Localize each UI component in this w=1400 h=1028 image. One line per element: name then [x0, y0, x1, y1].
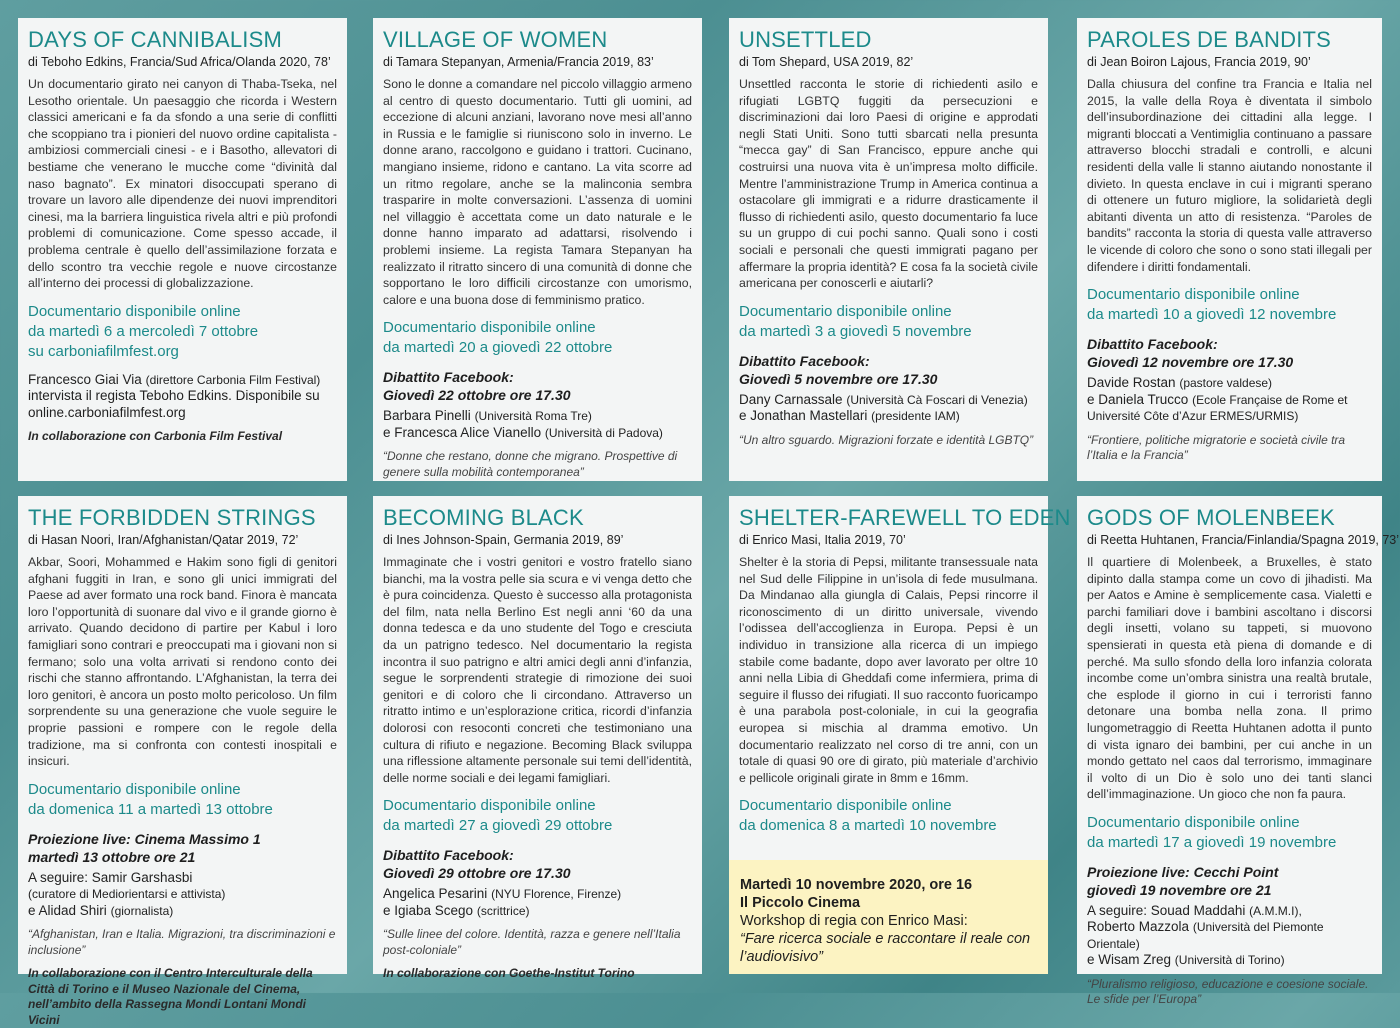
- film-synopsis: Akbar, Soori, Mohammed e Hakim sono figli di genitori afghani fuggiti in Iran, e sono gli unici immigrati del Paese ad aver formato una rock band. Finora è mancata loro l’opportunità di suonare dal vivo e il grande giorno è arrivato. Quando decidono di partire per Kabul i loro famigliari sono contrari e preoccupati ma i giovani non si fermano; solo una volta arrivati si rendono conto dei rischi che stanno affrontando. L’Afghanistan, la terra dei loro genitori, è ancora un posto molto pericoloso. Un film sorprendente su una generazione che vuole seguire le proprie passioni e rompere con le regole della tradizione, ma si confronta con contesti inospitali e insicuri.: [28, 555, 337, 769]
- collaboration-note: In collaborazione con il Centro Interculturale della Città di Torino e il Museo Nazionale del Cinema, nell’ambito della Rassegna Mondi Lontani Mondi Vicini: [28, 966, 313, 1027]
- event-heading: [739, 352, 1038, 388]
- speaker-role: (giornalista): [110, 903, 174, 918]
- speaker: [28, 372, 337, 389]
- film-credits: di Teboho Edkins, Francia/Sud Africa/Olanda 2020, 78’: [28, 55, 331, 69]
- availability-line: da martedì 3 a giovedì 5 novembre: [739, 322, 972, 340]
- speaker-name: e Wisam Zreg: [1087, 952, 1172, 968]
- speaker-name: e Francesca Alice Vianello: [383, 424, 542, 440]
- speaker-name: A seguire: Samir Garshasbi: [28, 869, 193, 885]
- availability-line: su carboniafilmfest.org: [28, 342, 179, 360]
- film-synopsis: Sono le donne a comandare nel piccolo villaggio armeno al centro di questo documentario. Tutti gli uomini, ad eccezione di alcuni anziani, lavorano nove mesi all’anno in Russia e le famiglie si riuniscono solo in inverno. Le donne arano, raccolgono e guidano i trattori. Cucinano, mangiano insieme, ridono e cantano. La vita scorre ad un ritmo regolare, anche se la malinconia sembra trasparire in molte conversazioni. L’assenza di uomini nel villaggio è accettata come un dato naturale e le donne hanno imparato ad adattarsi, risolvendo i problemi insieme. La regista Tamara Stepanyan ha realizzato il ritratto sincero di una comunità di donne che sopportano le loro difficili circostanze con umorismo, calore e una buona dose di femminismo pratico.: [383, 77, 692, 307]
- speaker-role: (scrittrice): [476, 903, 530, 918]
- speaker-role: (NYU Florence, Firenze): [491, 887, 622, 902]
- speaker-role: (presidente IAM): [871, 409, 960, 424]
- speaker-name: Roberto Mazzola: [1087, 919, 1190, 935]
- speaker: [739, 408, 1038, 425]
- film-synopsis: Il quartiere di Molenbeek, a Bruxelles, è stato dipinto dalla stampa come un covo di jihadisti. Ma per Aatos e Amine è semplicemente casa. Vialetti e parchi familiari dove i bambini ascoltano i discorsi degli insetti, volano su tappeti, si muovono spensierati in questa età piena di domande e di perché. Ma sullo sfondo della loro infanzia colorata incombe come un’ombra sinistra una realtà brutale, che esplode il giorno in cui i terroristi fanno detonare una bomba nella zona. Il primo lungometraggio di Reetta Huhtanen adotta il punto di vista ignaro dei bambini, per cui anche in un mondo gettato nel caos dal terrorismo, immaginare il volto di un Dio è solo uno dei tanti slanci dell’immaginazione. Un gioco che non fa paura.: [1087, 555, 1372, 802]
- film-credits: di Ines Johnson-Spain, Germania 2019, 89’: [383, 533, 624, 547]
- speaker-name: Barbara Pinelli: [383, 408, 471, 424]
- speaker: [28, 388, 337, 421]
- availability-info: [1087, 285, 1372, 325]
- film-credits: di Hasan Noori, Iran/Afghanistan/Qatar 2019, 72’: [28, 533, 299, 547]
- event-heading: [383, 368, 692, 404]
- event-datetime: Giovedì 22 ottobre ore 17.30: [383, 387, 571, 404]
- event-datetime: Giovedì 29 ottobre ore 17.30: [383, 865, 571, 882]
- event-type: Dibattito Facebook:: [383, 847, 514, 864]
- film-title: UNSETTLED: [739, 27, 872, 52]
- speakers: [1087, 903, 1372, 969]
- event-heading: [1087, 335, 1372, 371]
- speaker-role: (pastore valdese): [1179, 376, 1273, 391]
- speaker: [1087, 919, 1372, 952]
- speaker-role: (curatore di Mediorientarsi e attivista): [28, 887, 226, 902]
- film-synopsis: Dalla chiusura del confine tra Francia e Italia nel 2015, la valle della Roya è diventata il simbolo dell’insubordinazione dei cittadini alla legge. I migranti bloccati a Ventimiglia continuano a passare attraverso blocchi stradali e controlli, e alcuni residenti della valle li stanno aiutando nonostante il divieto. In questa enclave in cui i migranti sperano di ottenere un futuro migliore, la solidarietà degli abitanti diventa un atto di resistenza. “Paroles de bandits” racconta la storia di questa valle attraverso le vicende di coloro che sono o sono stati illegali per difendere i diritti fondamentali.: [1087, 77, 1372, 274]
- film-credits: di Tom Shepard, USA 2019, 82’: [739, 55, 914, 69]
- speaker-name: e Jonathan Mastellari: [739, 408, 868, 424]
- film-synopsis: Unsettled racconta le storie di richiedenti asilo e rifugiati LGBTQ fuggiti da persecuzioni e discriminazioni dai loro Paesi di origine e approdati negli Stati Uniti. Sono tutti sbarcati nella presunta “mecca gay” di San Francisco, eppure anche qui costruirsi una nuova vita è un’impresa molto difficile. Mentre l’amministrazione Trump in America continua a ostacolare gli immigrati e a ridurre drasticamente il flusso di richiedenti asilo, questo documentario fa luce su un gruppo di cui pochi sanno. Quali sono i costi sociali e personali che questi immigrati pagano per affermare la propria identità? E cosa fa la società civile americana per conoscerli e aiutarli?: [739, 77, 1038, 291]
- event-type: Proiezione live: Cinema Massimo 1: [28, 830, 261, 847]
- event-heading: [383, 846, 692, 882]
- speaker-role: (Università di Padova): [544, 425, 663, 440]
- film-card: [18, 496, 347, 1027]
- speaker-role: (direttore Carbonia Film Festival): [145, 372, 321, 387]
- film-synopsis: Shelter è la storia di Pepsi, militante transessuale nata nel Sud delle Filippine in un’isola di fede musulmana. Da Mindanao alla giungla di Calais, Pepsi rincorre il riconoscimento di un diritto universale, vivendo l’odissea dell’accoglienza in Europa. Pepsi è un individuo in transizione alla ricerca di un impiego stabile come badante, dopo aver lavorato per oltre 10 anni nella Libia di Gheddafi come infermiera, prima di seguire il flusso dei rifugiati. Il suo racconto fuoricampo è una parabola post-coloniale, in cui la geografia europea si mischia al dramma emotivo. Un documentario realizzato nel corso di tre anni, con un totale di quasi 90 ore di girato, più materiale d’archivio e pellicole originali girate in 8mm e 16mm.: [739, 555, 1038, 785]
- film-credits: di Tamara Stepanyan, Armenia/Francia 2019, 83’: [383, 55, 654, 69]
- speaker: [383, 903, 692, 920]
- speakers: [739, 392, 1038, 425]
- availability-info: [28, 302, 337, 362]
- availability-line: da martedì 10 a giovedì 12 novembre: [1087, 306, 1337, 324]
- availability-line: Documentario disponibile online: [739, 797, 952, 815]
- speakers: [28, 372, 337, 422]
- film-title: BECOMING BLACK: [383, 505, 584, 530]
- debate-topic: “Afghanistan, Iran e Italia. Migrazioni, tra discriminazioni e inclusione”: [28, 927, 336, 957]
- speaker: [739, 392, 1038, 409]
- film-synopsis: Un documentario girato nei canyon di Thaba-Tseka, nel Lesotho orientale. Un paesaggio che ricorda i Western classici americani e fa da sfondo a una serie di conflitti che scoppiano tra i pionieri del nuovo ordine capitalista - ambiziosi commerciali cinesi - e i Basotho, allevatori di bestiame che venerano le mucche come “divinità dal naso bagnato”. Ex minatori disoccupati sperano di trovare un lavoro alle dipendenze dei nuovi imprenditori cinesi, ma la barriera linguistica rivela altri e più profondi problemi di comunicazione. Come spesso accade, il problema centrale è quello dell’assimilazione forzata e dello scontro tra vecchie regole e nuove circostanze all’interno dei processi di globalizzazione.: [28, 77, 337, 291]
- availability-line: da domenica 8 a martedì 10 novembre: [739, 817, 997, 835]
- event-type: Dibattito Facebook:: [739, 352, 870, 369]
- speaker-role: (Ecole Française de Rome et Université Côte d’Azur ERMES/URMIS): [1087, 392, 1348, 424]
- speaker-name: Angelica Pesarini: [383, 886, 488, 902]
- film-card: [1077, 18, 1382, 481]
- availability-line: Documentario disponibile online: [1087, 286, 1300, 304]
- film-title: SHELTER-FAREWELL TO EDEN: [739, 505, 1071, 530]
- availability-line: da domenica 11 a martedì 13 ottobre: [28, 800, 273, 818]
- availability-line: da martedì 17 a giovedì 19 novembre: [1087, 833, 1337, 851]
- speaker-name: Davide Rostan: [1087, 375, 1176, 391]
- film-title: DAYS OF CANNIBALISM: [28, 27, 282, 52]
- film-title: GODS OF MOLENBEEK: [1087, 505, 1335, 530]
- film-card: [18, 18, 347, 481]
- availability-line: Documentario disponibile online: [383, 319, 596, 337]
- collaboration-note: In collaborazione con Goethe-Institut Torino: [383, 966, 635, 981]
- event-type: Dibattito Facebook:: [383, 369, 514, 386]
- availability-info: [1087, 813, 1372, 853]
- speaker-name: Dany Carnassale: [739, 391, 843, 407]
- workshop-subtitle: “Fare ricerca sociale e raccontare il reale con l’audiovisivo”: [740, 931, 1031, 965]
- availability-line: Documentario disponibile online: [739, 302, 952, 320]
- availability-line: da martedì 20 a giovedì 22 ottobre: [383, 339, 613, 357]
- speaker: [28, 870, 337, 887]
- speaker-role: (Università del Piemonte Orientale): [1087, 920, 1324, 951]
- availability-line: da martedì 6 a mercoledì 7 ottobre: [28, 322, 259, 340]
- speaker-role: (Università Cà Foscari di Venezia): [846, 392, 1028, 407]
- speaker: [28, 886, 337, 903]
- availability-info: [383, 796, 692, 836]
- speaker: [1087, 903, 1372, 920]
- event-type: Proiezione live: Cecchi Point: [1087, 863, 1279, 880]
- film-card: [373, 18, 702, 481]
- collaboration-note: In collaborazione con Carbonia Film Festival: [28, 429, 283, 444]
- availability-info: [739, 302, 1038, 342]
- film-credits: di Enrico Masi, Italia 2019, 70’: [739, 533, 906, 547]
- event-datetime: Giovedì 5 novembre ore 17.30: [739, 370, 938, 387]
- film-synopsis: Immaginate che i vostri genitori e vostro fratello siano bianchi, ma la vostra pelle sia scura e vi venga detto che è pura coincidenza. Questo è successo alla protagonista del film, nata nella Berlino Est negli anni ‘60 da una donna tedesca e da uno studente del Togo e cresciuta da un patrigno tedesco. Nel documentario la regista incontra il suo patrigno e altri amici degli anni d’infanzia, segue le sorprendenti strategie di rimozione dei suoi genitori e di coloro che li circondano. Attraverso un ritratto intimo e un’esplorazione critica, ricordi d’infanzia dolorosi con resoconti concreti che testimoniano una cultura di rifiuto e negazione. Becoming Black sviluppa una riflessione altamente personale sui temi dell’identità, delle norme sociali e dei legami famigliari.: [383, 555, 692, 785]
- workshop-date: Martedì 10 novembre 2020, ore 16: [740, 877, 973, 893]
- availability-line: Documentario disponibile online: [28, 302, 241, 320]
- event-datetime: Giovedì 12 novembre ore 17.30: [1087, 354, 1294, 371]
- event-type: Dibattito Facebook:: [1087, 336, 1218, 353]
- workshop-venue: Il Piccolo Cinema: [740, 895, 861, 911]
- speaker-name: e Igiaba Scego: [383, 902, 474, 918]
- film-credits: di Reetta Huhtanen, Francia/Finlandia/Spagna 2019, 73’: [1087, 533, 1400, 547]
- debate-topic: “Frontiere, politiche migratorie e società civile tra l’Italia e la Francia”: [1087, 432, 1346, 463]
- workshop-title: Workshop di regia con Enrico Masi:: [740, 913, 968, 929]
- film-credits: di Jean Boiron Lajous, Francia 2019, 90’: [1087, 55, 1311, 69]
- availability-line: Documentario disponibile online: [28, 780, 241, 798]
- event-heading: [1087, 863, 1372, 899]
- availability-line: da martedì 27 a giovedì 29 ottobre: [383, 817, 613, 835]
- availability-info: [739, 796, 1038, 836]
- speaker: [1087, 392, 1372, 425]
- speaker-name: A seguire: Souad Maddahi: [1087, 902, 1246, 918]
- availability-info: [383, 318, 692, 358]
- speaker: [383, 425, 692, 442]
- speakers: [383, 408, 692, 441]
- event-datetime: martedì 13 ottobre ore 21: [28, 848, 196, 865]
- speaker-role: (A.M.M.I),: [1249, 903, 1302, 918]
- availability-info: [28, 780, 337, 820]
- speaker: [28, 903, 337, 920]
- speaker: [383, 886, 692, 903]
- availability-line: Documentario disponibile online: [1087, 813, 1300, 831]
- film-title: VILLAGE OF WOMEN: [383, 27, 608, 52]
- speakers: [383, 886, 692, 919]
- event-datetime: giovedì 19 novembre ore 21: [1087, 881, 1272, 898]
- speaker: [383, 408, 692, 425]
- film-card: [1077, 496, 1400, 1007]
- speaker-name: e Alidad Shiri: [28, 902, 107, 918]
- event-heading: [28, 830, 337, 866]
- availability-line: Documentario disponibile online: [383, 797, 596, 815]
- speaker-role: (Università di Torino): [1174, 953, 1285, 968]
- debate-topic: “Donne che restano, donne che migrano. Prospettive di genere sulla mobilità contemporanea”: [383, 449, 678, 479]
- film-card: [729, 18, 1048, 481]
- speaker-name: e Daniela Trucco: [1087, 391, 1189, 407]
- debate-topic: “Sulle linee del colore. Identità, razza e genere nell’Italia post-coloniale”: [383, 927, 681, 957]
- film-title: PAROLES DE BANDITS: [1087, 27, 1332, 52]
- debate-topic: “Pluralismo religioso, educazione e coesione sociale. Le sfide per l’Europa”: [1087, 976, 1369, 1007]
- film-card: [373, 496, 702, 981]
- debate-topic: “Un altro sguardo. Migrazioni forzate e identità LGBTQ”: [739, 432, 1034, 447]
- speaker: [1087, 952, 1372, 969]
- speaker-name: Francesco Giai Via: [28, 371, 142, 387]
- speaker: [1087, 375, 1372, 392]
- speaker-name: intervista il regista Teboho Edkins. Disponibile su online.carboniafilmfest.org: [28, 388, 320, 420]
- speaker-role: (Università Roma Tre): [474, 409, 592, 424]
- speakers: [28, 870, 337, 920]
- film-title: THE FORBIDDEN STRINGS: [28, 505, 316, 530]
- speakers: [1087, 375, 1372, 425]
- workshop-box: [729, 860, 1048, 974]
